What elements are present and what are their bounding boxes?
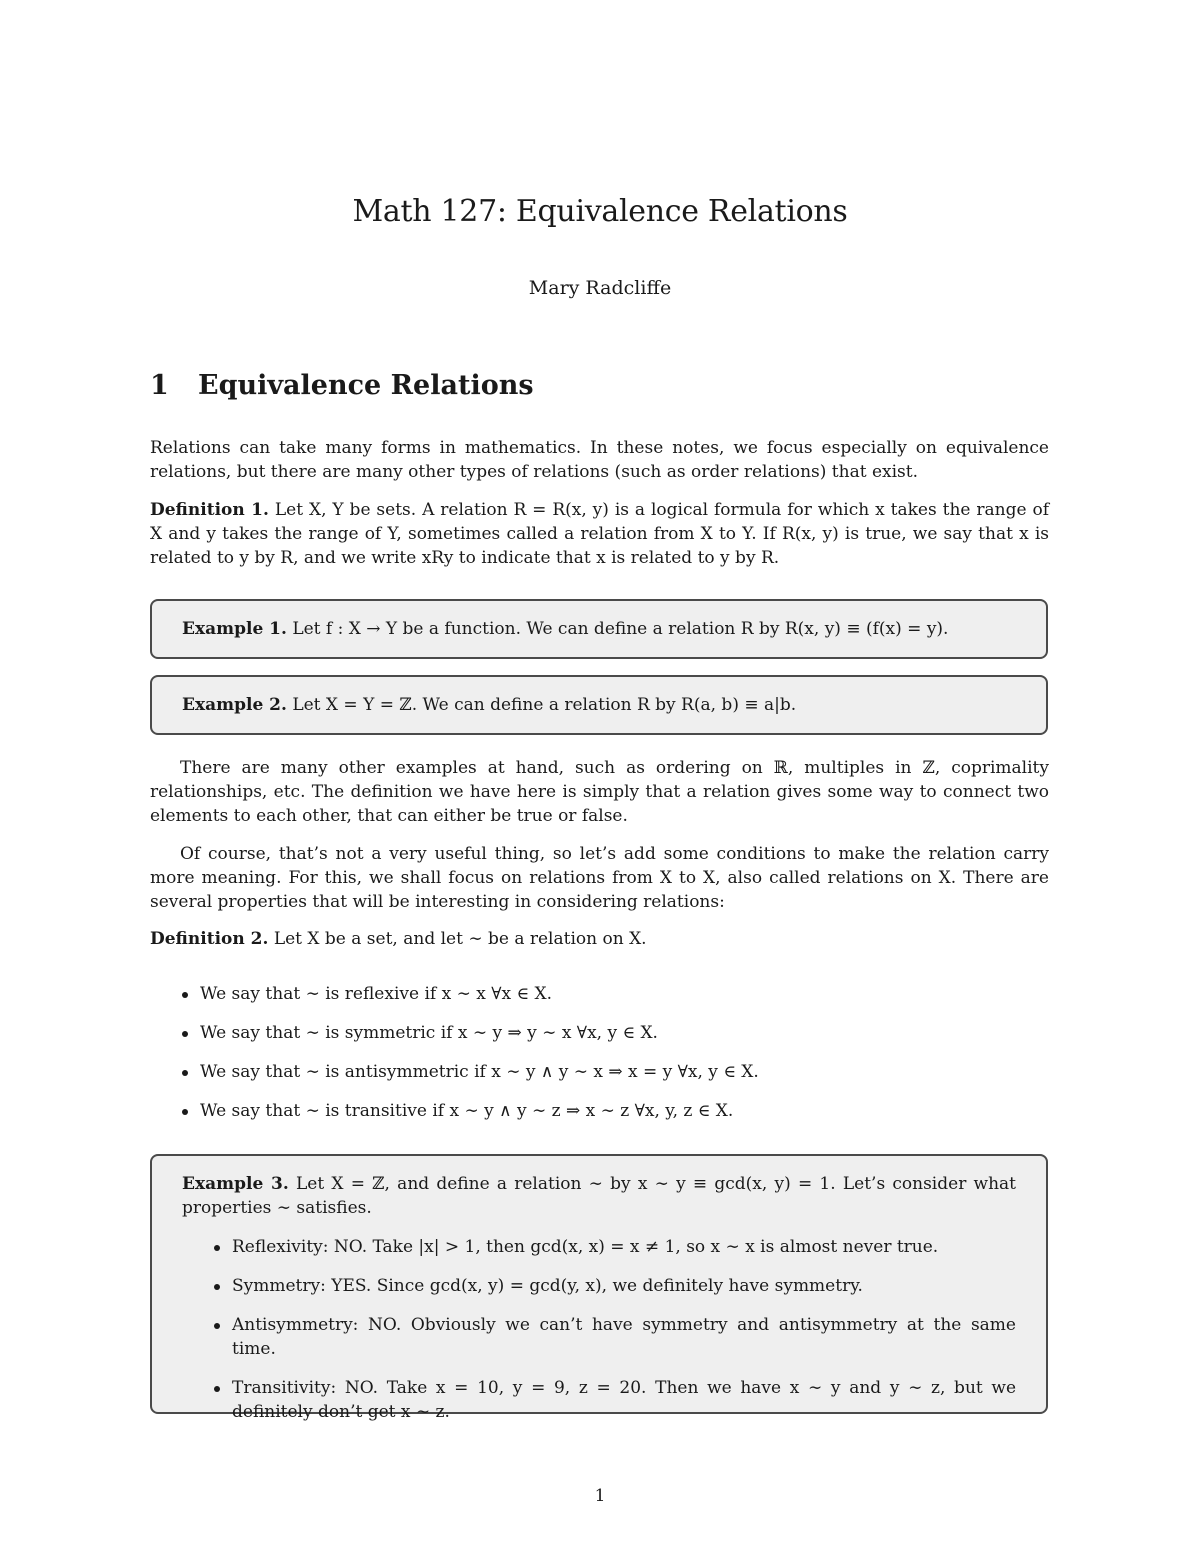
definition-2 [150, 927, 1049, 951]
definition-2-text: Let X be a set, and let ∼ be a relation on X. [273, 929, 647, 949]
example-3-text: Let X = ℤ, and define a relation ∼ by x ∼ y ≡ gcd(x, y) = 1. Let’s consider what properties ∼ satisfies. [182, 1174, 1016, 1218]
section-heading [150, 368, 1050, 404]
definition-1-label: Definition 1. [150, 500, 269, 520]
list-item: Reflexivity: NO. Take |x| > 1, then gcd(x, x) = x ≠ 1, so x ∼ x is almost never true. [212, 1235, 1016, 1259]
list-item: We say that ∼ is reflexive if x ∼ x ∀x ∈ X. [180, 982, 1040, 1006]
paragraph-properties: Of course, that’s not a very useful thing, so let’s add some conditions to make the relation carry more meaning. For this, we shall focus on relations from X to X, also called relations on X. There are several properties that will be interesting in considering relations: [150, 844, 1049, 912]
example-3-label: Example 3. [182, 1174, 289, 1194]
page-number: 1 [594, 1486, 606, 1506]
example-2-text: Let X = Y = ℤ. We can define a relation R by R(a, b) ≡ a|b. [292, 695, 797, 715]
definition-2-list [180, 982, 1040, 1123]
definition-1 [150, 498, 1049, 570]
example-2 [182, 693, 1016, 717]
example-1-box [150, 599, 1048, 659]
list-item: We say that ∼ is symmetric if x ∼ y ⇒ y ∼ x ∀x, y ∈ X. [180, 1021, 1040, 1045]
example-1 [182, 617, 1016, 641]
example-1-label: Example 1. [182, 619, 287, 639]
example-3-box [150, 1154, 1048, 1422]
section-title: Equivalence Relations [198, 370, 534, 401]
document-author: Mary Radcliffe [528, 277, 672, 299]
example-3-list [182, 1235, 1016, 1424]
intro-paragraph: Relations can take many forms in mathematics. In these notes, we focus especially on equivalence relations, but there are many other types of relations (such as order relations) that exist. [150, 438, 1049, 482]
example-1-text: Let f : X → Y be a function. We can define a relation R by R(x, y) ≡ (f(x) = y). [292, 619, 949, 639]
paragraph-examples: There are many other examples at hand, such as ordering on ℝ, multiples in ℤ, coprimality relationships, etc. The definition we have here is simply that a relation gives some way to connect two elements to each other, that can either be true or false. [150, 758, 1049, 826]
section-number: 1 [150, 370, 169, 401]
list-item: We say that ∼ is transitive if x ∼ y ∧ y ∼ z ⇒ x ∼ z ∀x, y, z ∈ X. [180, 1099, 1040, 1123]
list-item: Symmetry: YES. Since gcd(x, y) = gcd(y, x), we definitely have symmetry. [212, 1274, 1016, 1298]
example-3 [182, 1172, 1016, 1220]
definition-2-label: Definition 2. [150, 929, 269, 949]
definition-1-text: Let X, Y be sets. A relation R = R(x, y) is a logical formula for which x takes the range of X and y takes the range of Y, sometimes called a relation from X to Y. If R(x, y) is true, we say that x is related to y by R, and we write xRy to indicate that x is related to y by R. [150, 500, 1049, 568]
list-item: We say that ∼ is antisymmetric if x ∼ y ∧ y ∼ x ⇒ x = y ∀x, y ∈ X. [180, 1060, 1040, 1084]
document-title: Math 127: Equivalence Relations [352, 194, 848, 229]
example-2-label: Example 2. [182, 695, 287, 715]
list-item: Antisymmetry: NO. Obviously we can’t have symmetry and antisymmetry at the same time. [212, 1313, 1016, 1361]
list-item: Transitivity: NO. Take x = 10, y = 9, z = 20. Then we have x ∼ y and y ∼ z, but we definitely don’t get x ∼ z. [212, 1376, 1016, 1424]
example-2-box [150, 675, 1048, 735]
